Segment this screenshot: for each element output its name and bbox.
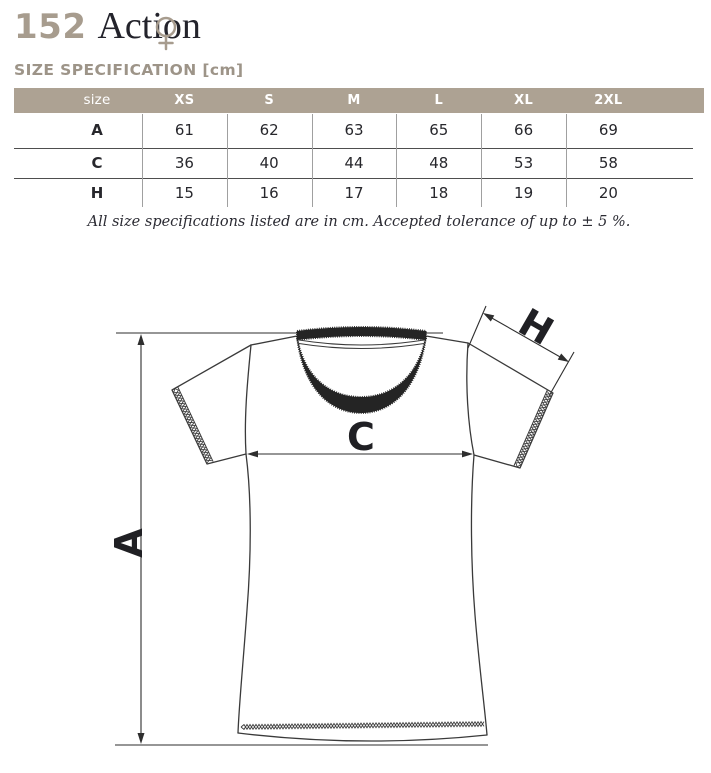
tshirt-diagram bbox=[0, 270, 711, 773]
cell: 66 bbox=[514, 121, 534, 139]
arrowhead bbox=[138, 733, 145, 744]
col-header-s: S bbox=[264, 92, 275, 108]
col-header-l: L bbox=[434, 92, 444, 108]
product-code: 152 bbox=[14, 7, 87, 47]
cell: 58 bbox=[598, 153, 618, 172]
cell: 17 bbox=[344, 183, 364, 202]
arrowhead bbox=[462, 451, 473, 458]
female-icon bbox=[152, 10, 180, 54]
section-title: SIZE SPECIFICATION [cm] bbox=[14, 61, 244, 79]
body-right bbox=[471, 455, 487, 735]
cell: 69 bbox=[598, 121, 618, 139]
arrowhead bbox=[483, 313, 494, 322]
hem-bottom bbox=[238, 733, 487, 741]
col-header-xl: XL bbox=[514, 92, 534, 108]
collar bbox=[297, 327, 426, 413]
collar-seam-line bbox=[299, 340, 424, 345]
table-header-row bbox=[14, 88, 704, 113]
table-row bbox=[14, 148, 704, 178]
table-separator bbox=[312, 114, 313, 207]
table-rule bbox=[14, 178, 693, 179]
body-left bbox=[238, 454, 250, 733]
tshirt-outline bbox=[172, 336, 553, 741]
size-table bbox=[14, 88, 704, 208]
arrowhead bbox=[558, 354, 569, 363]
table-separator bbox=[142, 114, 143, 207]
collar-seam-line bbox=[299, 344, 424, 349]
table-separator bbox=[396, 114, 397, 207]
stitching-right-sleeve bbox=[517, 394, 552, 467]
armhole-right bbox=[467, 343, 474, 455]
table-separator bbox=[227, 114, 228, 207]
table-row bbox=[14, 113, 704, 148]
cell: 63 bbox=[344, 121, 364, 139]
col-header-size: size bbox=[83, 92, 111, 109]
dim-label-c: C bbox=[347, 415, 375, 459]
sleeve-left bbox=[172, 345, 251, 464]
collar-scoop-band bbox=[297, 336, 426, 413]
cell: 36 bbox=[174, 153, 194, 172]
cell: 40 bbox=[259, 153, 279, 172]
dim-label-h: H bbox=[511, 299, 561, 355]
product-name: Action bbox=[97, 5, 201, 47]
cell: 61 bbox=[174, 121, 194, 139]
cell: 65 bbox=[429, 121, 449, 139]
col-header-2xl: 2XL bbox=[594, 92, 623, 108]
shoulder-left bbox=[251, 336, 297, 345]
row-label: A bbox=[91, 121, 103, 139]
col-header-xs: XS bbox=[174, 92, 195, 108]
row-label: C bbox=[91, 153, 103, 172]
shoulder-right bbox=[426, 336, 468, 343]
tolerance-note: All size specifications listed are in cm. Accepted tolerance of up to ± 5 %. bbox=[87, 214, 631, 230]
cell: 19 bbox=[514, 183, 534, 202]
arrowhead bbox=[247, 451, 258, 458]
row-label: H bbox=[90, 183, 104, 202]
cell: 15 bbox=[174, 183, 194, 202]
collar-back-band bbox=[297, 327, 426, 340]
table-separator bbox=[566, 114, 567, 207]
table-row bbox=[14, 178, 704, 208]
table-rule bbox=[14, 148, 693, 149]
stitching-left-sleeve bbox=[175, 389, 212, 461]
cell: 44 bbox=[344, 153, 364, 172]
dim-label-a: A bbox=[107, 528, 151, 558]
cell: 62 bbox=[259, 121, 279, 139]
cell: 20 bbox=[598, 183, 618, 202]
col-header-m: M bbox=[347, 92, 361, 108]
table-separator bbox=[481, 114, 482, 207]
cell: 48 bbox=[429, 153, 449, 172]
armhole-left bbox=[245, 345, 251, 454]
dim-h-ext-line bbox=[468, 306, 486, 348]
cell: 18 bbox=[429, 183, 449, 202]
cell: 16 bbox=[259, 183, 279, 202]
cell: 53 bbox=[514, 153, 534, 172]
arrowhead bbox=[138, 334, 145, 345]
sleeve-right-hem-inner bbox=[514, 390, 547, 465]
sleeve-left-hem-inner bbox=[178, 387, 213, 461]
